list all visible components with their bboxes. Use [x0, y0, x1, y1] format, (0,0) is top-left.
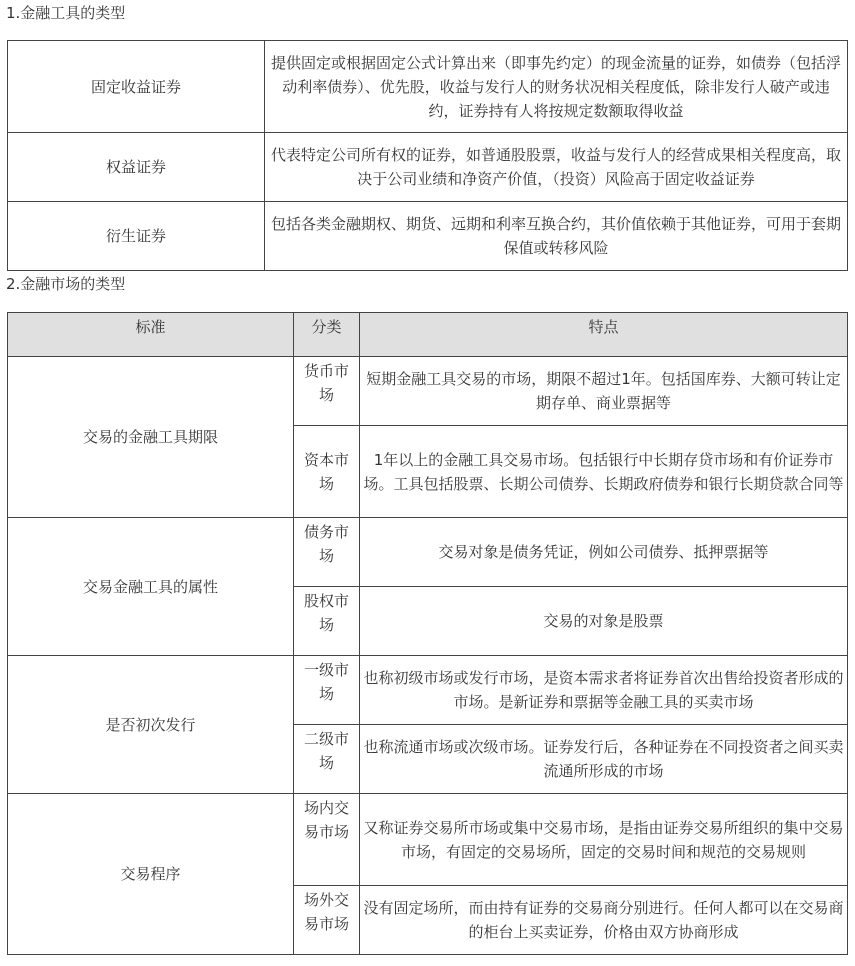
header-criterion: 标准 [8, 313, 294, 357]
table-row [8, 202, 848, 271]
header-features: 特点 [360, 313, 848, 357]
category-cell: 股权市场 [294, 587, 360, 656]
category-cell: 债务市场 [294, 518, 360, 587]
table-row [8, 656, 848, 725]
instrument-description: 代表特定公司所有权的证券，如普通股股票，收益与发行人的经营成果相关程度高，取决于公司业绩和净资产价值，（投资）风险高于固定收益证券 [265, 133, 848, 202]
instrument-name: 衍生证券 [8, 202, 265, 271]
instrument-name: 权益证券 [8, 133, 265, 202]
table-row [8, 518, 848, 587]
category-cell: 场外交易市场 [294, 886, 360, 955]
instrument-name: 固定收益证券 [8, 41, 265, 133]
category-cell: 二级市场 [294, 725, 360, 794]
feature-cell: 也称初级市场或发行市场，是资本需求者将证券首次出售给投资者形成的市场。是新证券和票据等金融工具的买卖市场 [360, 656, 848, 725]
feature-cell: 没有固定场所，而由持有证券的交易商分别进行。任何人都可以在交易商的柜台上买卖证券，价格由双方协商形成 [360, 886, 848, 955]
feature-cell: 又称证券交易所市场或集中交易市场，是指由证券交易所组织的集中交易市场，有固定的交易场所，固定的交易时间和规范的交易规则 [360, 794, 848, 886]
feature-cell: 也称流通市场或次级市场。证券发行后，各种证券在不同投资者之间买卖流通所形成的市场 [360, 725, 848, 794]
category-cell: 资本市场 [294, 426, 360, 518]
section2-heading: 2.金融市场的类型 [6, 275, 126, 293]
criterion-cell: 交易金融工具的属性 [8, 518, 294, 656]
table-header-row [8, 313, 848, 357]
instrument-description: 包括各类金融期权、期货、远期和利率互换合约，其价值依赖于其他证券，可用于套期保值或转移风险 [265, 202, 848, 271]
table-row [8, 133, 848, 202]
table-row [8, 357, 848, 426]
criterion-cell: 是否初次发行 [8, 656, 294, 794]
feature-cell: 短期金融工具交易的市场，期限不超过1年。包括国库券、大额可转让定期存单、商业票据等 [360, 357, 848, 426]
category-cell: 货币市场 [294, 357, 360, 426]
feature-cell: 交易的对象是股票 [360, 587, 848, 656]
header-category: 分类 [294, 313, 360, 357]
table-row [8, 794, 848, 886]
criterion-cell: 交易的金融工具期限 [8, 357, 294, 518]
instrument-description: 提供固定或根据固定公式计算出来（即事先约定）的现金流量的证券，如债券（包括浮动利率债券）、优先股，收益与发行人的财务状况相关程度低，除非发行人破产或违约，证券持有人将按规定数额取得收益 [265, 41, 848, 133]
category-cell: 一级市场 [294, 656, 360, 725]
feature-cell: 交易对象是债务凭证，例如公司债券、抵押票据等 [360, 518, 848, 587]
financial-instrument-types-table [7, 40, 848, 271]
category-cell: 场内交易市场 [294, 794, 360, 886]
criterion-cell: 交易程序 [8, 794, 294, 955]
section1-heading: 1.金融工具的类型 [6, 4, 126, 22]
financial-market-types-table [7, 312, 848, 955]
table-row [8, 41, 848, 133]
feature-cell: 1年以上的金融工具交易市场。包括银行中长期存贷市场和有价证券市场。工具包括股票、长期公司债券、长期政府债券和银行长期贷款合同等 [360, 426, 848, 518]
